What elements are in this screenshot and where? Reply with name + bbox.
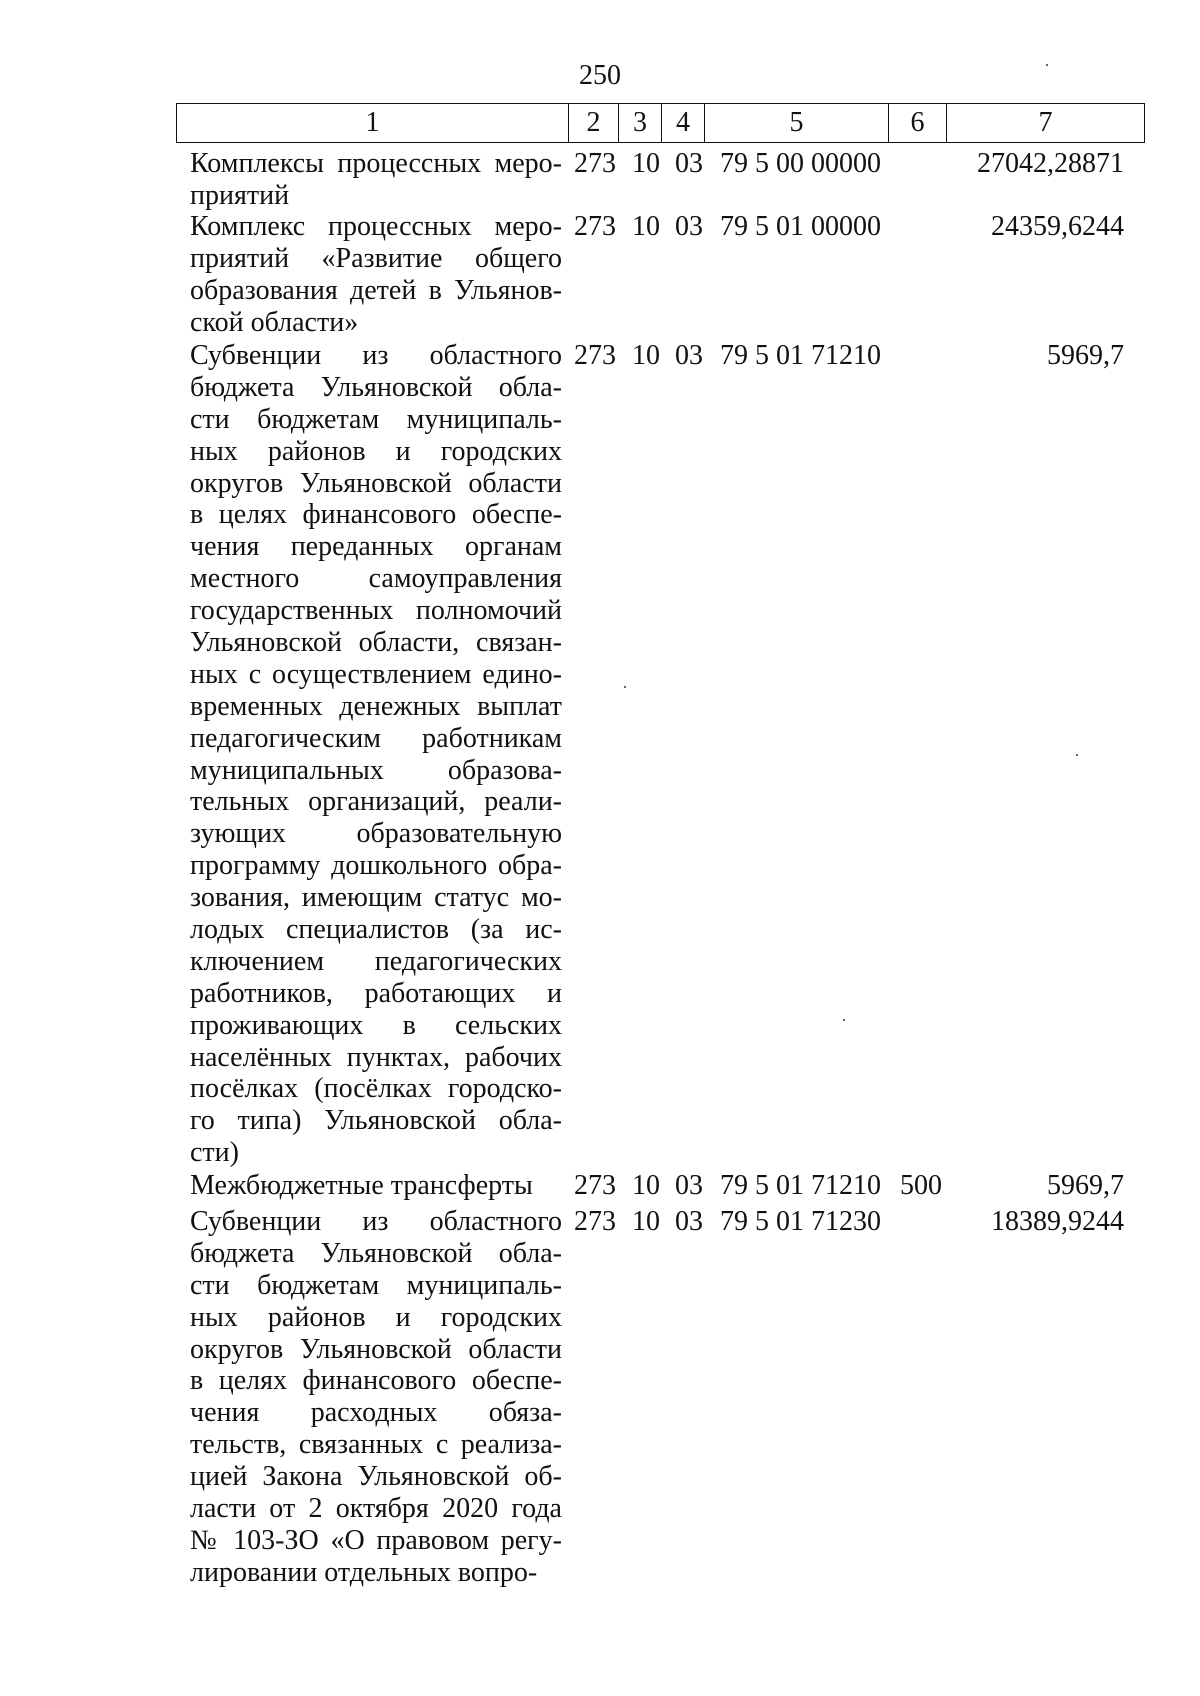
row-description <box>190 1170 562 1202</box>
amount-value: 5969,7 <box>1047 340 1124 371</box>
target-article-code: 79 5 01 71230 <box>720 1206 881 1237</box>
description-line: зующих образовательную <box>190 818 562 850</box>
description-line: ской области» <box>190 306 359 338</box>
description-line: посёлках (посёлках городско- <box>190 1073 562 1105</box>
description-line: государственных полномочий <box>190 595 562 627</box>
description-line: образования детей в Ульянов- <box>190 274 562 306</box>
description-line: ных с осуществлением едино- <box>190 658 562 690</box>
scan-speck <box>1076 754 1078 756</box>
header-col-5: 5 <box>705 104 889 143</box>
amount-value: 5969,7 <box>1047 1170 1124 1201</box>
description-line: Ульяновской области, связан- <box>190 627 562 659</box>
description-line: го типа) Ульяновской обла- <box>190 1105 562 1137</box>
amount-value: 24359,6244 <box>991 211 1124 242</box>
page-number: 250 <box>579 60 621 91</box>
subsection-code: 03 <box>675 340 703 371</box>
description-line: чения расходных обяза- <box>190 1397 562 1429</box>
subsection-code: 03 <box>675 1206 703 1237</box>
description-line: муниципальных образова- <box>190 754 562 786</box>
description-line: округов Ульяновской области <box>190 1333 562 1365</box>
ministry-code: 273 <box>574 148 616 179</box>
target-article-code: 79 5 00 00000 <box>720 148 881 179</box>
description-line: сти) <box>190 1137 239 1169</box>
description-line: сти бюджетам муниципаль- <box>190 1269 562 1301</box>
ministry-code: 273 <box>574 211 616 242</box>
amount-value: 18389,9244 <box>991 1206 1124 1237</box>
description-line: ласти от 2 октября 2020 года <box>190 1493 562 1525</box>
description-line: чения переданных органам <box>190 531 562 563</box>
description-line: тельств, связанных с реализа- <box>190 1429 562 1461</box>
description-line: ных районов и городских <box>190 435 562 467</box>
header-col-7: 7 <box>947 104 1145 143</box>
subsection-code: 03 <box>675 148 703 179</box>
description-line: местного самоуправления <box>190 563 562 595</box>
target-article-code: 79 5 01 71210 <box>720 340 881 371</box>
section-code: 10 <box>632 211 660 242</box>
section-code: 10 <box>632 1206 660 1237</box>
description-line: Комплекс процессных меро- <box>190 211 562 242</box>
description-line: ключением педагогических <box>190 945 562 977</box>
description-line: Комплексы процессных меро- <box>190 148 562 179</box>
description-line: тельных организаций, реали- <box>190 786 562 818</box>
description-line: в целях финансового обеспе- <box>190 499 562 531</box>
description-line: в целях финансового обеспе- <box>190 1365 562 1397</box>
section-code: 10 <box>632 1170 660 1201</box>
description-line: зования, имеющим статус мо- <box>190 882 562 914</box>
row-description <box>190 148 562 212</box>
header-col-2: 2 <box>569 104 619 143</box>
description-line: временных денежных выплат <box>190 690 562 722</box>
subsection-code: 03 <box>675 211 703 242</box>
header-col-6: 6 <box>889 104 947 143</box>
scan-speck <box>843 1019 845 1021</box>
description-line: населённых пунктах, рабочих <box>190 1041 562 1073</box>
description-line: бюджета Ульяновской обла- <box>190 1237 562 1269</box>
description-line: ных районов и городских <box>190 1301 562 1333</box>
description-line: лировании отдельных вопро- <box>190 1556 538 1588</box>
ministry-code: 273 <box>574 1170 616 1201</box>
subsection-code: 03 <box>675 1170 703 1201</box>
expense-type-code: 500 <box>900 1170 942 1201</box>
description-line: № 103-ЗО «О правовом регу- <box>190 1524 562 1556</box>
target-article-code: 79 5 01 00000 <box>720 211 881 242</box>
description-line: Субвенции из областного <box>190 340 562 371</box>
header-col-1: 1 <box>177 104 569 143</box>
description-line: педагогическим работникам <box>190 722 562 754</box>
scan-speck <box>1046 64 1048 66</box>
scan-speck <box>624 686 626 688</box>
target-article-code: 79 5 01 71210 <box>720 1170 881 1201</box>
description-line: сти бюджетам муниципаль- <box>190 403 562 435</box>
description-line: приятий <box>190 179 290 211</box>
header-col-4: 4 <box>662 104 705 143</box>
description-line: Субвенции из областного <box>190 1206 562 1237</box>
row-description <box>190 211 562 339</box>
description-line: приятий «Развитие общего <box>190 242 562 274</box>
description-line: работников, работающих и <box>190 977 562 1009</box>
row-description <box>190 340 562 1169</box>
description-line: лодых специалистов (за ис- <box>190 914 562 946</box>
description-line: цией Закона Ульяновской об- <box>190 1461 562 1493</box>
description-line: округов Ульяновской области <box>190 467 562 499</box>
ministry-code: 273 <box>574 1206 616 1237</box>
ministry-code: 273 <box>574 340 616 371</box>
amount-value: 27042,28871 <box>977 148 1124 179</box>
section-code: 10 <box>632 340 660 371</box>
description-line: бюджета Ульяновской обла- <box>190 371 562 403</box>
row-description <box>190 1206 562 1589</box>
description-line: проживающих в сельских <box>190 1009 562 1041</box>
header-col-3: 3 <box>619 104 662 143</box>
description-line: программу дошкольного обра- <box>190 850 562 882</box>
section-code: 10 <box>632 148 660 179</box>
description-line: Межбюджетные трансферты <box>190 1170 533 1201</box>
